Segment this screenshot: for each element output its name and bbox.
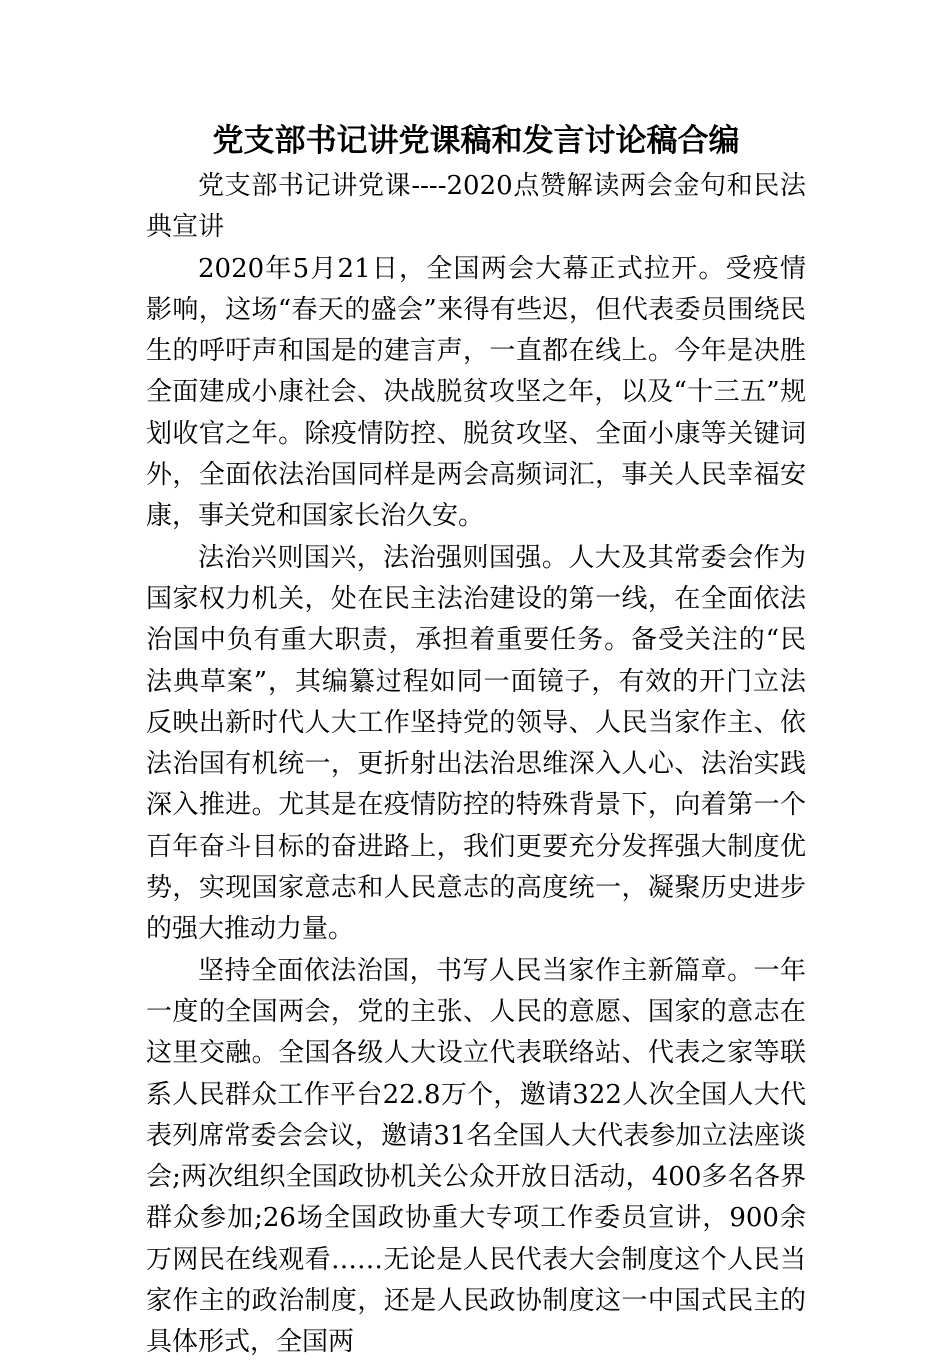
- document-title: 党支部书记讲党课稿和发言讨论稿合编: [212, 123, 740, 159]
- document-body: [146, 166, 806, 1364]
- paragraph-subtitle: 党支部书记讲党课----2020点赞解读两会金句和民法典宣讲: [146, 171, 806, 243]
- paragraph-3: 坚持全面依法治国，书写人民当家作主新篇章。一年一度的全国两会，党的主张、人民的意愿、国家的意志在这里交融。全国各级人大设立代表联络站、代表之家等联系人民群众工作平台22.8万个，邀请322人次全国人大代表列席常委会会议，邀请31名全国人大代表参加立法座谈会;两次组织全国政协机关公众开放日活动，400多名各界群众参加;26场全国政协重大专项工作委员宣讲，900余万网民在线观看……无论是人民代表大会制度这个人民当家作主的政治制度，还是人民政协制度这一中国式民主的具体形式，全国两: [146, 955, 806, 1358]
- paragraph-2: 法治兴则国兴，法治强则国强。人大及其常委会作为国家权力机关，处在民主法治建设的第一线，在全面依法治国中负有重大职责，承担着重要任务。备受关注的“民法典草案”，其编纂过程如同一面镜子，有效的开门立法反映出新时代人大工作坚持党的领导、人民当家作主、依法治国有机统一，更折射出法治思维深入人心、法治实践深入推进。尤其是在疫情防控的特殊背景下，向着第一个百年奋斗目标的奋进路上，我们更要充分发挥强大制度优势，实现国家意志和人民意志的高度统一，凝聚历史进步的强大推动力量。: [146, 542, 806, 945]
- paragraph-1: 2020年5月21日，全国两会大幕正式拉开。受疫情影响，这场“春天的盛会”来得有些迟，但代表委员围绕民生的呼吁声和国是的建言声，一直都在线上。今年是决胜全面建成小康社会、决战脱贫攻坚之年，以及“十三五”规划收官之年。除疫情防控、脱贫攻坚、全面小康等关键词外，全面依法治国同样是两会高频词汇，事关人民幸福安康，事关党和国家长治久安。: [146, 253, 806, 532]
